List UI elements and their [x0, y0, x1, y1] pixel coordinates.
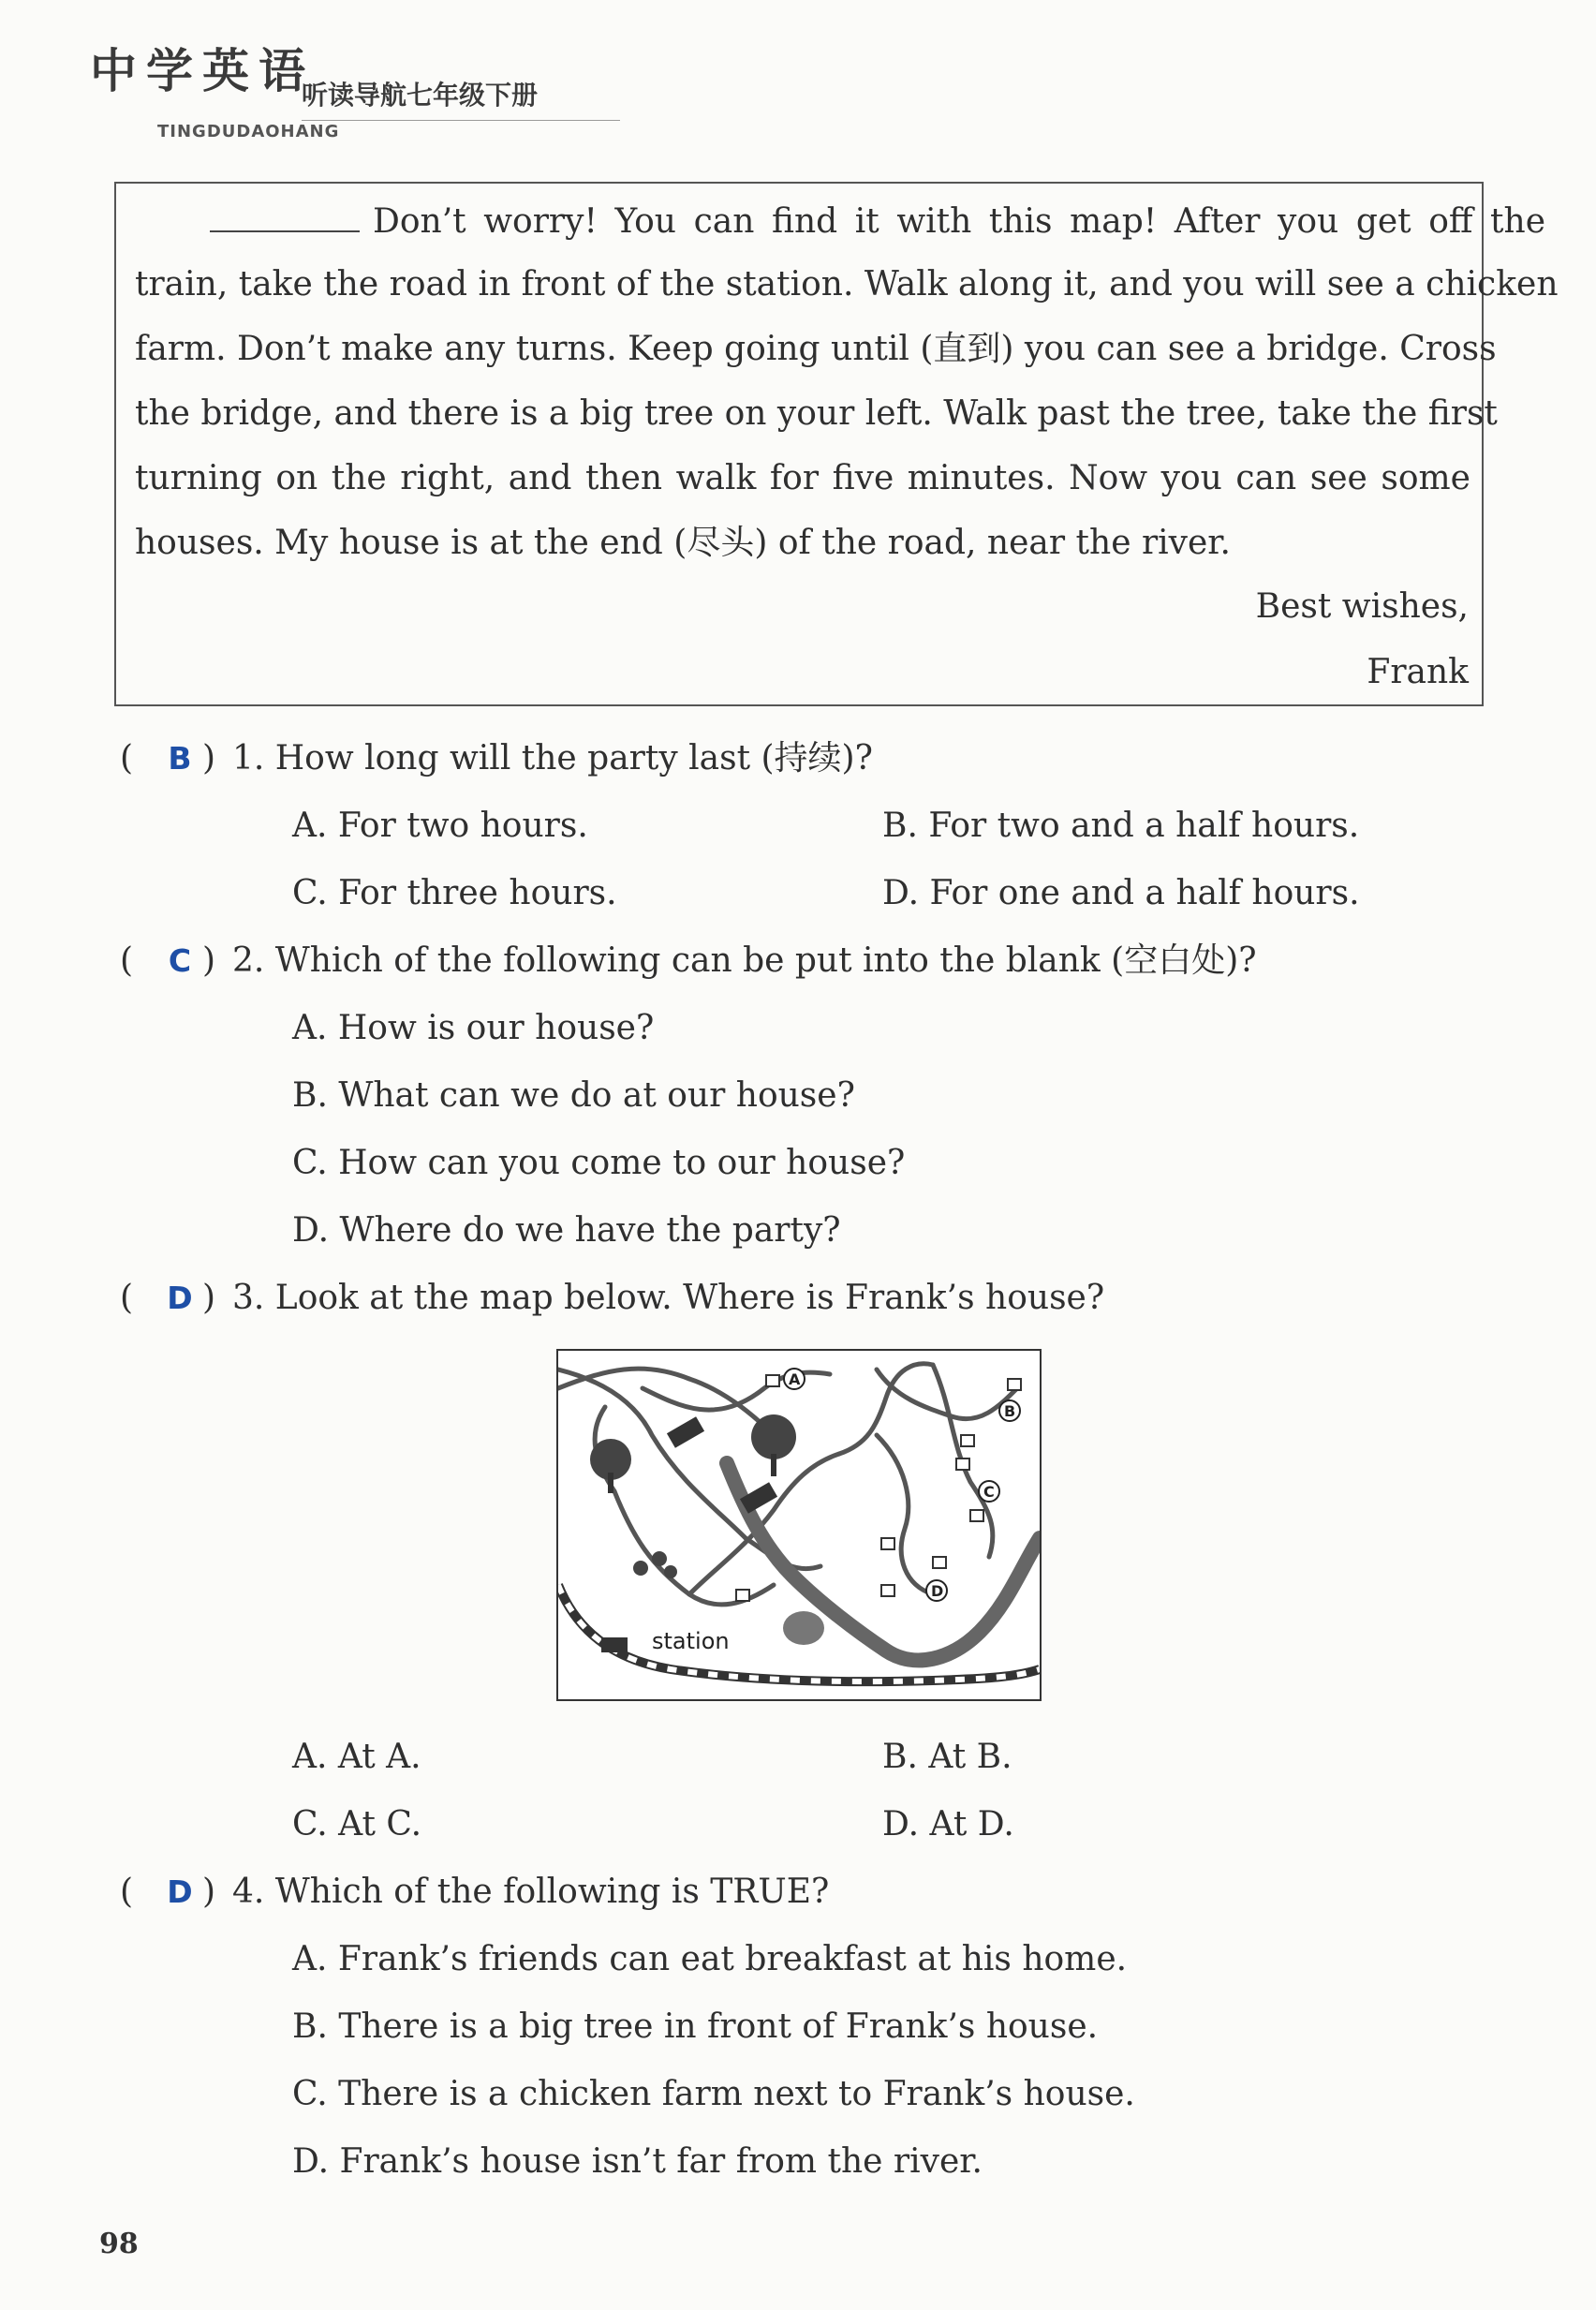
- q2-option-a: A. How is our house?: [292, 1009, 655, 1047]
- header-rule: [302, 120, 620, 121]
- q3-option-a: A. At A.: [292, 1738, 421, 1776]
- header-subtitle: 听读导航七年级下册: [302, 80, 539, 111]
- q4-option-d: D. Frank’s house isn’t far from the river.: [292, 2142, 983, 2181]
- question-2: [120, 942, 1257, 980]
- answer-letter: D: [167, 1280, 193, 1316]
- page-number: 98: [99, 2228, 139, 2260]
- paren-close: ): [202, 739, 216, 777]
- q4-option-c: C. There is a chicken farm next to Frank’s house.: [292, 2075, 1135, 2113]
- question-stem: 2. Which of the following can be put into the blank (空白处)?: [232, 941, 1257, 980]
- paren-open: (: [120, 739, 134, 777]
- marker-c: C: [983, 1483, 995, 1501]
- header-title: 中学英语: [90, 44, 315, 98]
- station-label: station: [652, 1628, 730, 1654]
- chicken-icon: [633, 1551, 677, 1578]
- q1-option-c: C. For three hours.: [292, 874, 617, 912]
- q1-option-a: A. For two hours.: [292, 807, 588, 845]
- letter-line-5: turning on the right, and then walk for five minutes. Now you can see some: [135, 459, 1470, 497]
- paren-open: (: [120, 1279, 134, 1317]
- marker-a: A: [789, 1370, 801, 1388]
- header-pinyin: TINGDUDAOHANG: [157, 122, 340, 141]
- letter-line-4: the bridge, and there is a big tree on your left. Walk past the tree, take the first: [135, 394, 1498, 433]
- marker-d: D: [931, 1582, 944, 1600]
- paren-open: (: [120, 1873, 134, 1911]
- paren-close: ): [202, 1873, 216, 1911]
- question-4: [120, 1873, 829, 1911]
- answer-letter: D: [167, 1873, 193, 1910]
- tree-icon: [751, 1414, 796, 1476]
- question-3: [120, 1280, 1104, 1317]
- q2-option-d: D. Where do we have the party?: [292, 1211, 841, 1250]
- letter-closing: Best wishes,: [1255, 587, 1469, 626]
- question-1: [120, 740, 873, 777]
- letter-line-3: farm. Don’t make any turns. Keep going until (直到) you can see a bridge. Cross: [135, 330, 1497, 368]
- letter-line-1: [135, 202, 1545, 241]
- paren-open: (: [120, 941, 134, 980]
- q4-option-b: B. There is a big tree in front of Frank’s house.: [292, 2007, 1099, 2046]
- q3-option-d: D. At D.: [882, 1805, 1014, 1844]
- marker-b: B: [1004, 1402, 1016, 1420]
- question-stem: 4. Which of the following is TRUE?: [232, 1873, 830, 1911]
- paren-close: ): [202, 941, 216, 980]
- q1-option-b: B. For two and a half hours.: [882, 807, 1360, 845]
- q2-option-c: C. How can you come to our house?: [292, 1144, 906, 1182]
- q3-option-b: B. At B.: [882, 1738, 1012, 1776]
- letter-box: [114, 182, 1559, 706]
- answer-letter: B: [168, 740, 192, 777]
- q2-option-b: B. What can we do at our house?: [292, 1076, 855, 1115]
- pond: [783, 1611, 824, 1645]
- letter-signature: Frank: [1367, 653, 1469, 691]
- station-icon: [601, 1637, 628, 1652]
- letter-line-2: train, take the road in front of the station. Walk along it, and you will see a chicken: [135, 265, 1559, 304]
- q4-option-a: A. Frank’s friends can eat breakfast at his home.: [292, 1940, 1128, 1978]
- paren-close: ): [202, 1279, 216, 1317]
- map-drawing: [558, 1351, 1040, 1699]
- tree-icon: [590, 1439, 631, 1493]
- answer-blank: [210, 202, 360, 232]
- bridge-icon: [667, 1416, 704, 1448]
- question-stem: 3. Look at the map below. Where is Frank’s house?: [232, 1279, 1105, 1317]
- q3-option-c: C. At C.: [292, 1805, 422, 1844]
- route-map: [556, 1349, 1042, 1701]
- answer-letter: C: [168, 942, 192, 979]
- letter-line-6: houses. My house is at the end (尽头) of the road, near the river.: [135, 524, 1231, 562]
- question-stem: 1. How long will the party last (持续)?: [232, 739, 873, 777]
- letter-text: Don’t worry! You can find it with this map! After you get off the: [373, 202, 1545, 241]
- q1-option-d: D. For one and a half hours.: [882, 874, 1360, 912]
